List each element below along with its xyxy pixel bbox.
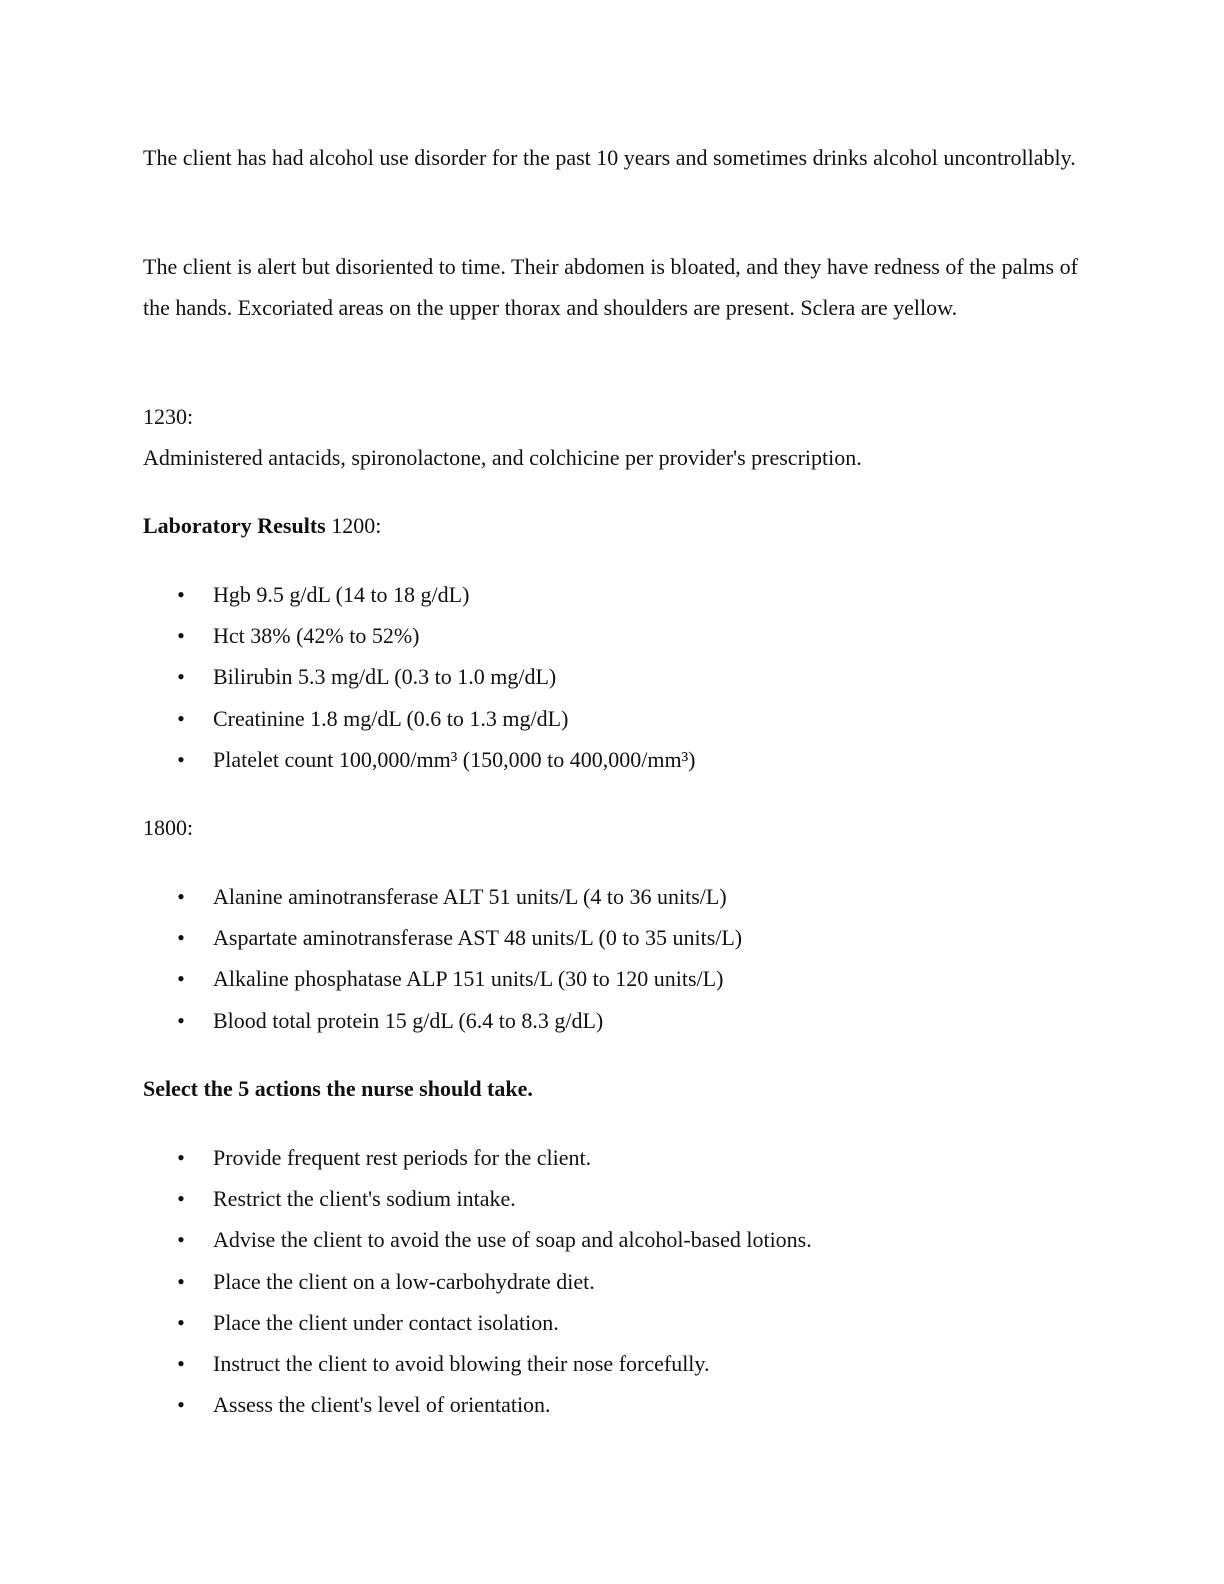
labs-heading-time: 1200: bbox=[325, 513, 382, 538]
answer-option[interactable] bbox=[143, 1302, 812, 1343]
answer-option[interactable] bbox=[143, 1261, 812, 1302]
list-item bbox=[143, 876, 742, 917]
lab-value: Creatinine 1.8 mg/dL (0.6 to 1.3 mg/dL) bbox=[213, 705, 569, 731]
labs-1200-heading bbox=[143, 505, 1083, 546]
history-paragraph: The client has had alcohol use disorder for the past 10 years and sometimes drinks alcohol uncontrollably. bbox=[143, 145, 1076, 170]
bullet-icon: • bbox=[177, 1309, 185, 1335]
list-item bbox=[143, 615, 696, 656]
bullet-icon: • bbox=[177, 925, 185, 951]
answer-option[interactable] bbox=[143, 1343, 812, 1384]
labs-1200-list bbox=[143, 574, 696, 780]
list-item bbox=[143, 917, 742, 958]
lab-value: Alanine aminotransferase ALT 51 units/L (4 to 36 units/L) bbox=[213, 884, 727, 909]
bullet-icon: • bbox=[177, 582, 185, 607]
bullet-icon: • bbox=[177, 623, 185, 649]
answer-option[interactable] bbox=[143, 1384, 812, 1425]
answer-option-label: Advise the client to avoid the use of soap and alcohol-based lotions. bbox=[213, 1227, 812, 1253]
lab-value: Bilirubin 5.3 mg/dL (0.3 to 1.0 mg/dL) bbox=[213, 664, 557, 690]
answer-option-label: Instruct the client to avoid blowing their nose forcefully. bbox=[213, 1350, 710, 1376]
labs-heading-label: Laboratory Results bbox=[143, 513, 326, 538]
list-item bbox=[143, 574, 696, 615]
bullet-icon: • bbox=[177, 664, 185, 690]
bullet-icon: • bbox=[177, 884, 185, 909]
lab-value: Hct 38% (42% to 52%) bbox=[213, 623, 420, 649]
answer-option-label: Assess the client's level of orientation. bbox=[213, 1392, 551, 1418]
list-item bbox=[143, 698, 696, 739]
lab-value: Aspartate aminotransferase AST 48 units/L (0 to 35 units/L) bbox=[213, 925, 743, 951]
bullet-icon: • bbox=[177, 705, 185, 731]
labs-1800-list bbox=[143, 876, 742, 1041]
medication-time: 1230: bbox=[143, 404, 194, 429]
list-item bbox=[143, 656, 696, 697]
bullet-icon: • bbox=[177, 1007, 185, 1033]
answer-option[interactable] bbox=[143, 1178, 812, 1219]
labs-1800-heading: 1800: bbox=[143, 815, 194, 840]
lab-value: Alkaline phosphatase ALP 151 units/L (30 to 120 units/L) bbox=[213, 966, 724, 992]
answer-options-list bbox=[143, 1137, 812, 1425]
bullet-icon: • bbox=[177, 746, 185, 772]
answer-option-label: Provide frequent rest periods for the client. bbox=[213, 1145, 592, 1170]
question-prompt: Select the 5 actions the nurse should take. bbox=[143, 1076, 533, 1101]
medication-note: Administered antacids, spironolactone, and colchicine per provider's prescription. bbox=[143, 445, 862, 470]
bullet-icon: • bbox=[177, 1227, 185, 1253]
list-item bbox=[143, 1000, 742, 1041]
bullet-icon: • bbox=[177, 966, 185, 992]
list-item bbox=[143, 958, 742, 999]
answer-option-label: Restrict the client's sodium intake. bbox=[213, 1186, 516, 1212]
answer-option-label: Place the client on a low-carbohydrate diet. bbox=[213, 1268, 595, 1294]
answer-option[interactable] bbox=[143, 1137, 812, 1178]
lab-value: Hgb 9.5 g/dL (14 to 18 g/dL) bbox=[213, 582, 470, 607]
bullet-icon: • bbox=[177, 1392, 185, 1418]
bullet-icon: • bbox=[177, 1350, 185, 1376]
lab-value: Platelet count 100,000/mm³ (150,000 to 400,000/mm³) bbox=[213, 746, 696, 772]
bullet-icon: • bbox=[177, 1268, 185, 1294]
answer-option[interactable] bbox=[143, 1219, 812, 1260]
answer-option-label: Place the client under contact isolation. bbox=[213, 1309, 559, 1335]
lab-value: Blood total protein 15 g/dL (6.4 to 8.3 g/dL) bbox=[213, 1007, 604, 1033]
bullet-icon: • bbox=[177, 1186, 185, 1212]
bullet-icon: • bbox=[177, 1145, 185, 1170]
assessment-paragraph: The client is alert but disoriented to time. Their abdomen is bloated, and they have redness of the palms of the hands. Excoriated areas on the upper thorax and shoulders are present. Sclera are yellow. bbox=[143, 254, 1078, 320]
list-item bbox=[143, 739, 696, 780]
